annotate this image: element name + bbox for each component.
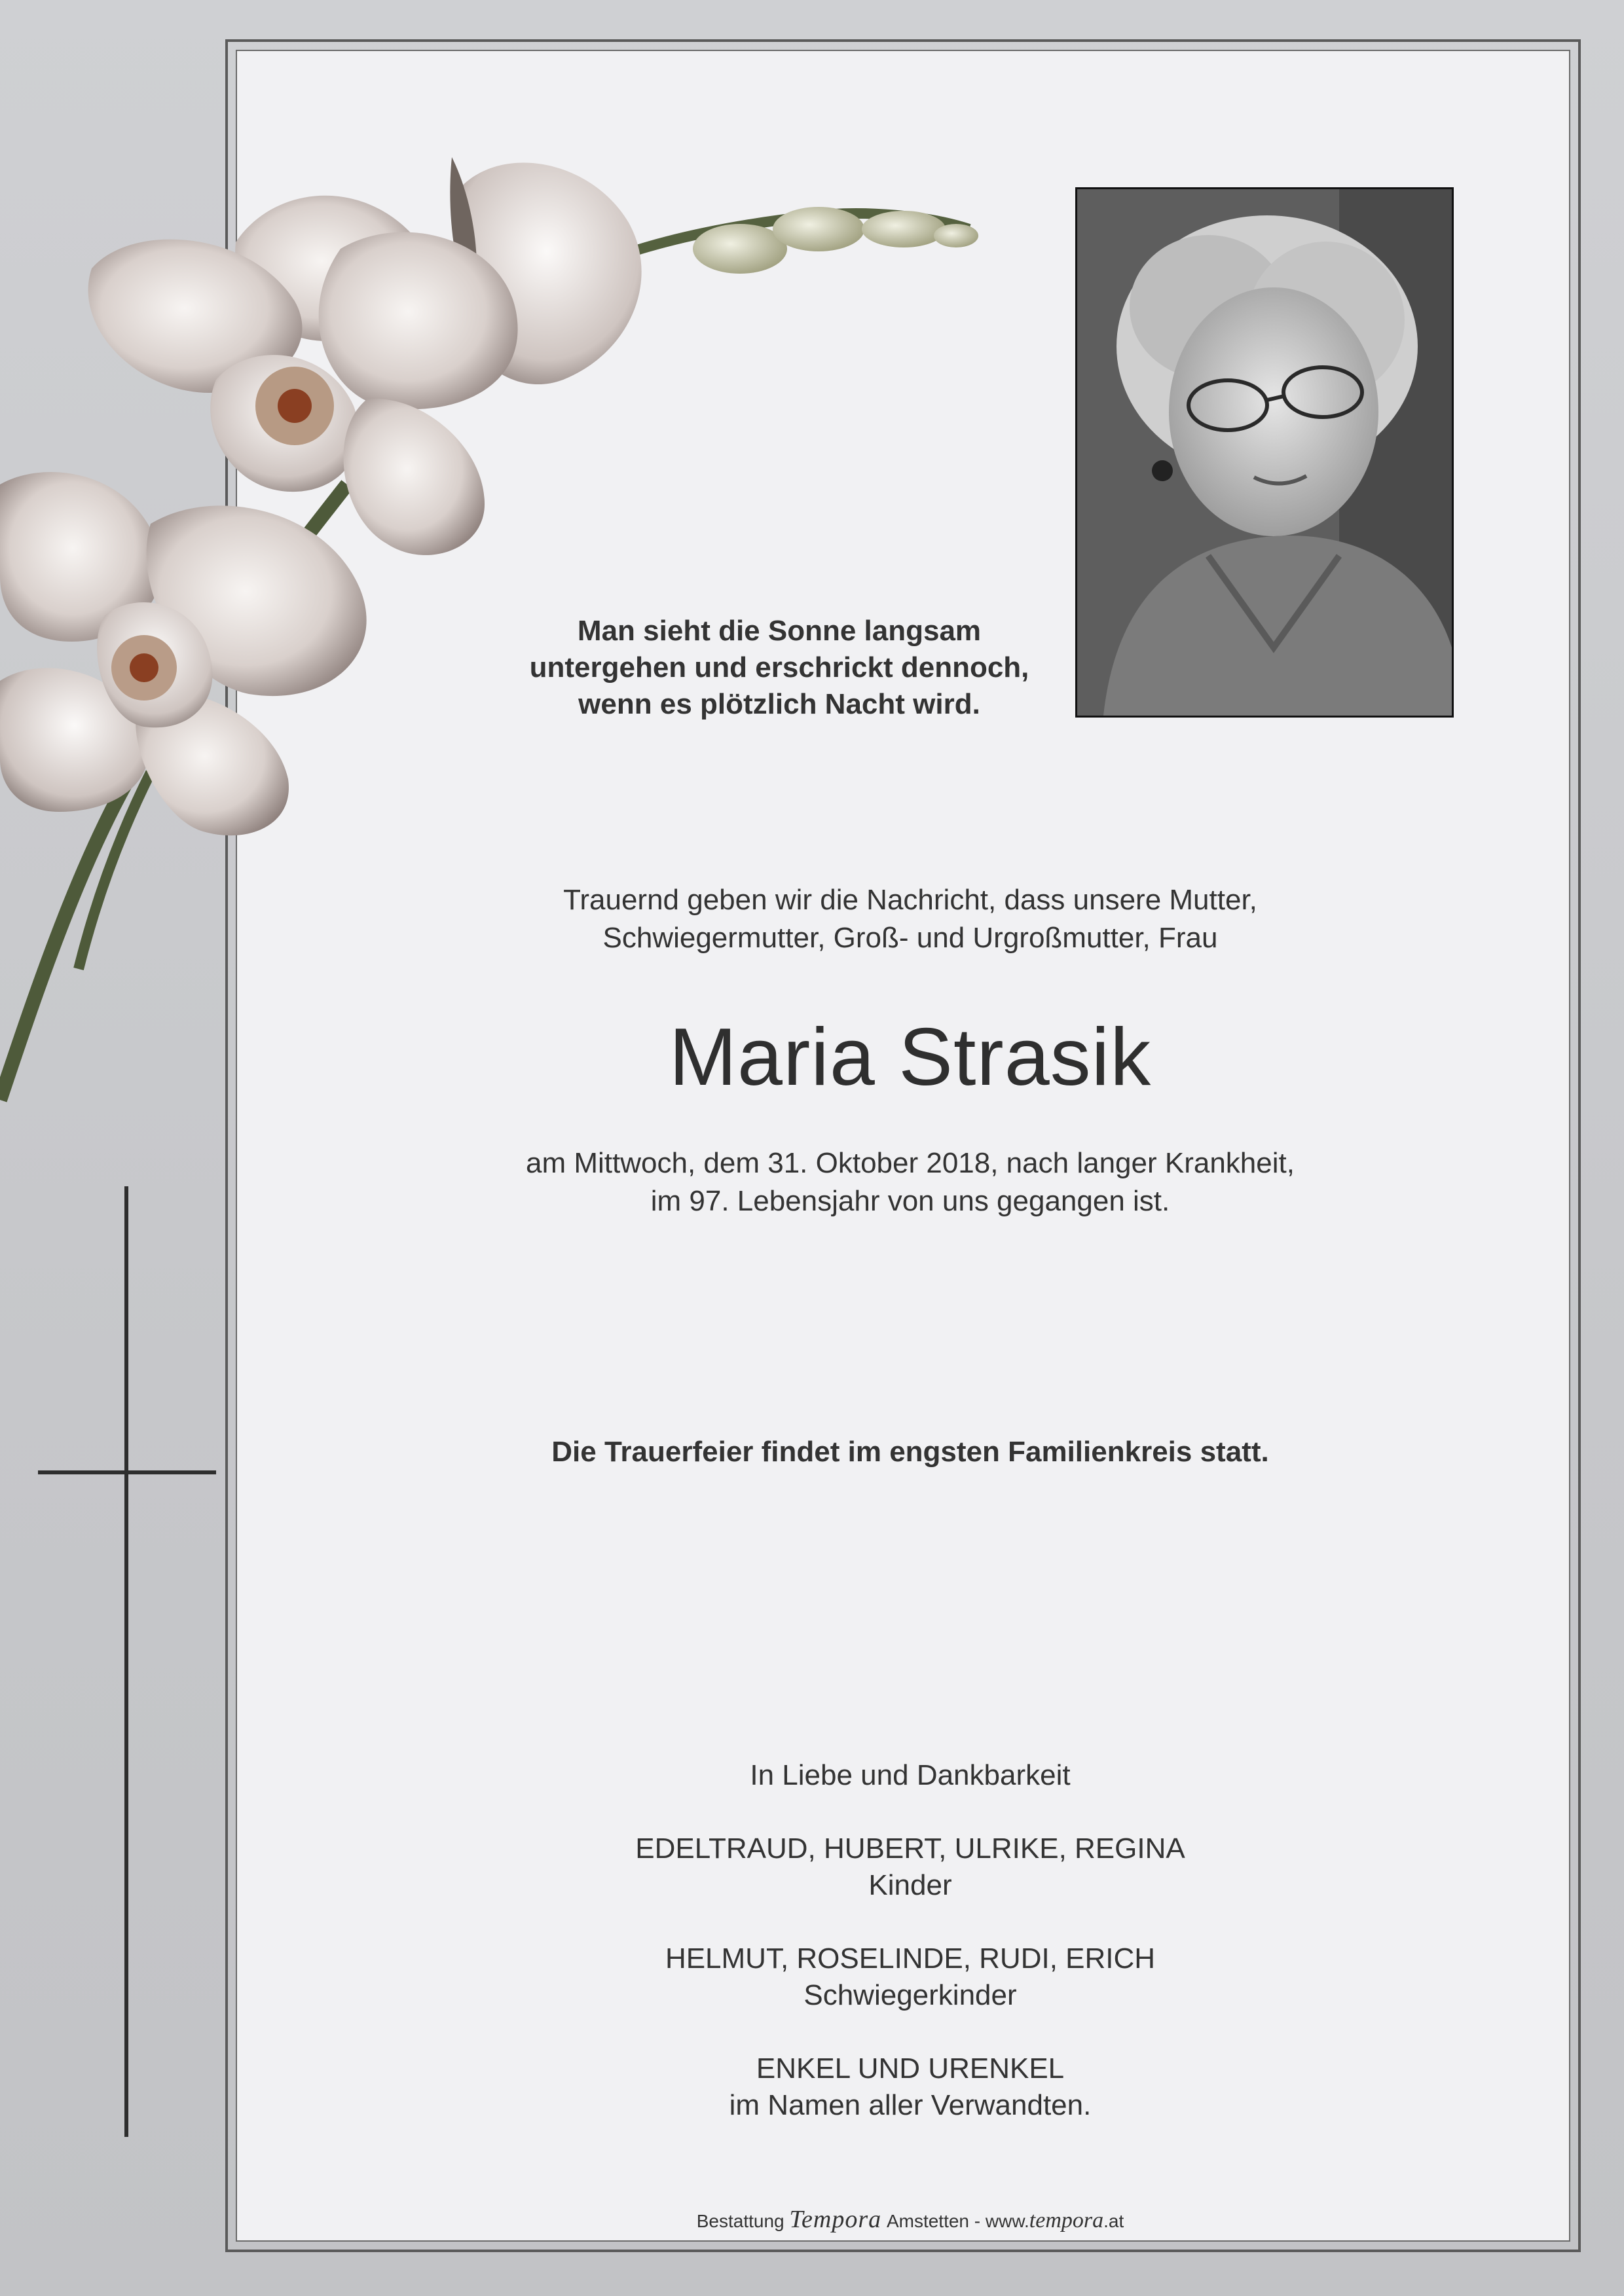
mourner-group [432,1831,1388,1904]
mourner-relation: Schwiegerkinder [803,1979,1017,2011]
memorial-quote [445,613,1113,723]
announcement-line: Trauernd geben wir die Nachricht, dass unsere Mutter, [563,884,1257,916]
mourner-relation: im Namen aller Verwandten. [729,2089,1092,2121]
announcement-line: Schwiegermutter, Groß- und Urgroßmutter, Frau [602,922,1218,954]
death-notice [406,1144,1414,1220]
cross-vertical-bar [124,1186,128,2137]
mourner-names: HELMUT, ROSELINDE, RUDI, ERICH [665,1942,1156,1975]
cross-horizontal-bar [38,1470,216,1474]
footer-prefix: Bestattung [696,2211,784,2231]
quote-line: wenn es plötzlich Nacht wird. [578,688,980,720]
deceased-name: Maria Strasik [669,1012,1152,1102]
footer-city: Amstetten - www. [886,2211,1029,2231]
quote-line: untergehen und erschrickt dennoch, [529,651,1029,683]
mourner-group [432,2050,1388,2124]
funeral-home-footer [589,2206,1231,2234]
portrait-photo [1075,187,1454,718]
footer-website [886,2208,1124,2232]
mourner-names: EDELTRAUD, HUBERT, ULRIKE, REGINA [635,1832,1185,1865]
mourner-group [432,1941,1388,2014]
footer-domain-brand: tempora [1029,2208,1104,2232]
footer-brand-logo: Tempora [789,2206,882,2233]
footer-tld: .at [1103,2211,1124,2231]
death-notice-line: am Mittwoch, dem 31. Oktober 2018, nach langer Krankheit, [526,1147,1295,1179]
mourner-relation: Kinder [868,1869,952,1901]
signoff-line: In Liebe und Dankbarkeit [750,1759,1071,1791]
ceremony-notice: Die Trauerfeier findet im engsten Familienkreis statt. [551,1436,1269,1468]
death-notice-line: im 97. Lebensjahr von uns gegangen ist. [650,1185,1170,1217]
announcement-text [432,881,1388,957]
quote-line: Man sieht die Sonne langsam [577,615,982,647]
mourner-names: ENKEL UND URENKEL [756,2052,1065,2085]
